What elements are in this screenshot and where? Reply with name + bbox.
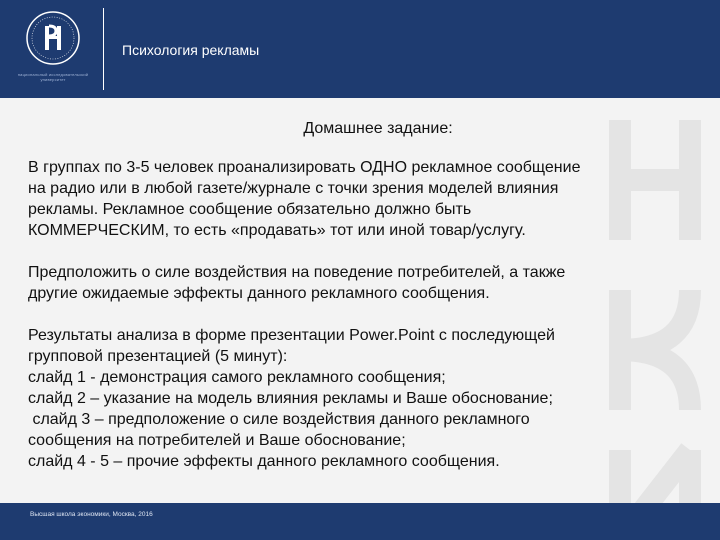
text-line: Результаты анализа в форме презентации Power.Point с последующей xyxy=(28,327,555,344)
text-line: слайд 2 – указание на модель влияния рекламы и Ваше обоснование; xyxy=(28,390,553,407)
text-line: Предположить о силе воздействия на поведение потребителей, а также xyxy=(28,264,566,281)
task-paragraph xyxy=(28,157,668,241)
logo-caption: национальный исследовательский университет xyxy=(17,72,89,82)
text-line: рекламы. Рекламное сообщение обязательно должно быть xyxy=(28,201,472,218)
text-line: слайд 3 – предположение о силе воздействия данного рекламного xyxy=(28,411,530,428)
text-line: КОММЕРЧЕСКИМ, то есть «продавать» тот или иной товар/услугу. xyxy=(28,222,526,239)
university-emblem-icon xyxy=(10,8,96,72)
slide-body xyxy=(28,118,668,493)
header-divider xyxy=(103,8,104,90)
text-line: слайд 1 - демонстрация самого рекламного сообщения; xyxy=(28,369,446,386)
results-paragraph xyxy=(28,325,668,472)
text-line: групповой презентацией (5 минут): xyxy=(28,348,288,365)
text-line: В группах по 3-5 человек проанализировать ОДНО рекламное сообщение xyxy=(28,159,581,176)
homework-heading: Домашнее задание: xyxy=(303,120,453,137)
slide-footer xyxy=(0,503,720,540)
effects-paragraph xyxy=(28,262,668,304)
slide-title: Психология рекламы xyxy=(122,42,260,58)
text-line: на радио или в любой газете/журнале с точки зрения моделей влияния xyxy=(28,180,559,197)
text-line: слайд 4 - 5 – прочие эффекты данного рекламного сообщения. xyxy=(28,453,500,470)
text-line: сообщения на потребителей и Ваше обоснование; xyxy=(28,432,406,449)
university-logo xyxy=(10,8,96,88)
text-line: другие ожидаемые эффекты данного рекламного сообщения. xyxy=(28,285,490,302)
footer-text: Высшая школа экономики, Москва, 2016 xyxy=(30,511,153,518)
slide-header xyxy=(0,0,720,98)
